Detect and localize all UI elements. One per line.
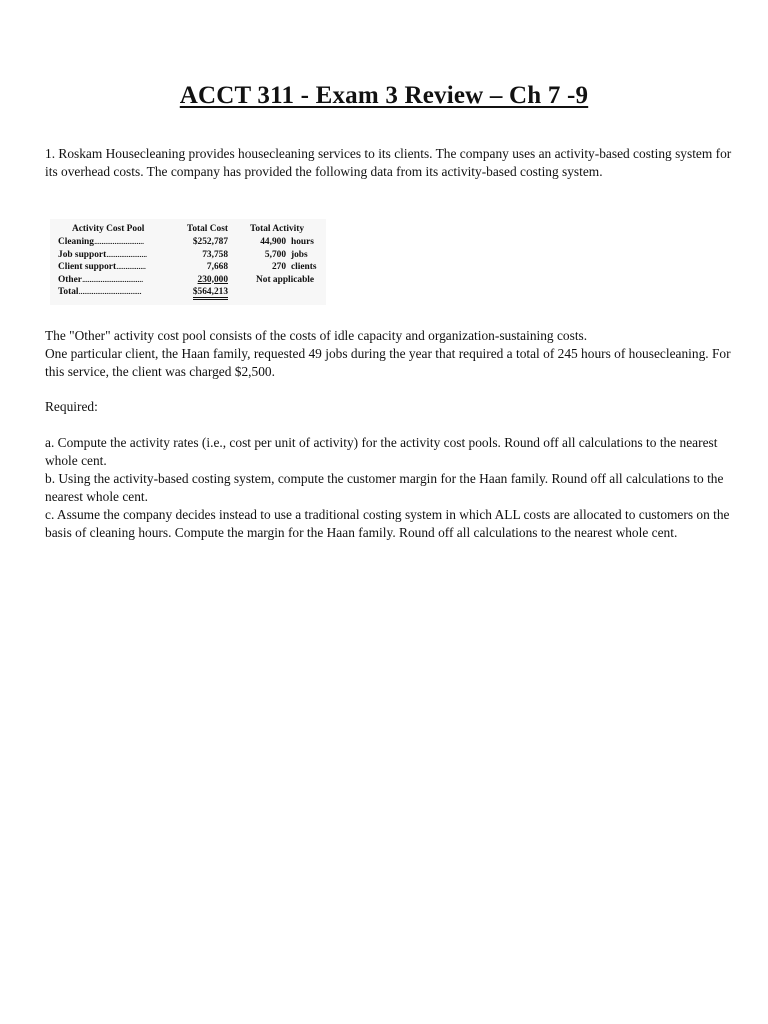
table-row-total	[50, 286, 326, 299]
part-b: b. Using the activity-based costing system, compute the customer margin for the Haan family. Round off all calculations to the nearest whole cent.	[45, 471, 724, 504]
table-row-cleaning	[50, 236, 326, 249]
other-pool-note	[45, 327, 735, 381]
row-pool: Client support................	[58, 262, 146, 272]
row-cost: 7,668	[206, 262, 228, 272]
row-pool: Cleaning...........................	[58, 237, 144, 247]
problem-intro: 1. Roskam Housecleaning provides housecleaning services to its clients. The company uses an activity-based costing system for its overhead costs. The company has provided the following data from its activity-based costing system.	[45, 146, 732, 179]
required-parts	[45, 434, 735, 542]
row-cost: $564,213	[168, 286, 228, 300]
row-pool: Job support......................	[58, 249, 147, 260]
row-unit: hours	[291, 237, 314, 247]
row-unit: jobs	[291, 249, 308, 260]
header-total-activity: Total Activity	[250, 224, 305, 234]
row-pool: Total..................................	[58, 287, 142, 297]
table-header-row	[50, 223, 326, 236]
row-pool: Other.................................	[58, 274, 143, 285]
other-pool-sentence: The "Other" activity cost pool consists of the costs of idle capacity and organization-sustaining costs.	[45, 328, 588, 343]
row-cost: 73,758	[202, 249, 228, 260]
table-row-other	[50, 274, 326, 287]
part-a: a. Compute the activity rates (i.e., cost per unit of activity) for the activity cost pools. Round off all calculations to the nearest whole cent.	[45, 435, 718, 468]
row-activity: 44,900	[260, 237, 286, 247]
row-unit: clients	[291, 262, 317, 272]
activity-cost-table	[50, 219, 326, 305]
header-total-cost: Total Cost	[186, 224, 228, 234]
row-cost: 230,000	[197, 274, 228, 285]
page-title: ACCT 311 - Exam 3 Review – Ch 7 -9	[179, 82, 589, 109]
haan-family-sentence: One particular client, the Haan family, requested 49 jobs during the year that required a total of 245 hours of housecleaning. For this service, the client was charged $2,500.	[45, 346, 731, 379]
row-activity-not-applicable: Not applicable	[256, 274, 315, 285]
table-row-client-support	[50, 261, 326, 274]
header-activity-cost-pool: Activity Cost Pool	[72, 224, 145, 234]
row-cost: $252,787	[192, 237, 228, 247]
part-c: c. Assume the company decides instead to use a traditional costing system in which ALL costs are allocated to customers on the basis of cleaning hours. Compute the margin for the Haan family. Round off all calculations to the nearest whole cent.	[45, 507, 730, 540]
row-activity: 270	[271, 262, 286, 272]
row-activity: 5,700	[264, 249, 286, 260]
required-label: Required:	[45, 399, 98, 414]
table-row-job-support	[50, 249, 326, 262]
